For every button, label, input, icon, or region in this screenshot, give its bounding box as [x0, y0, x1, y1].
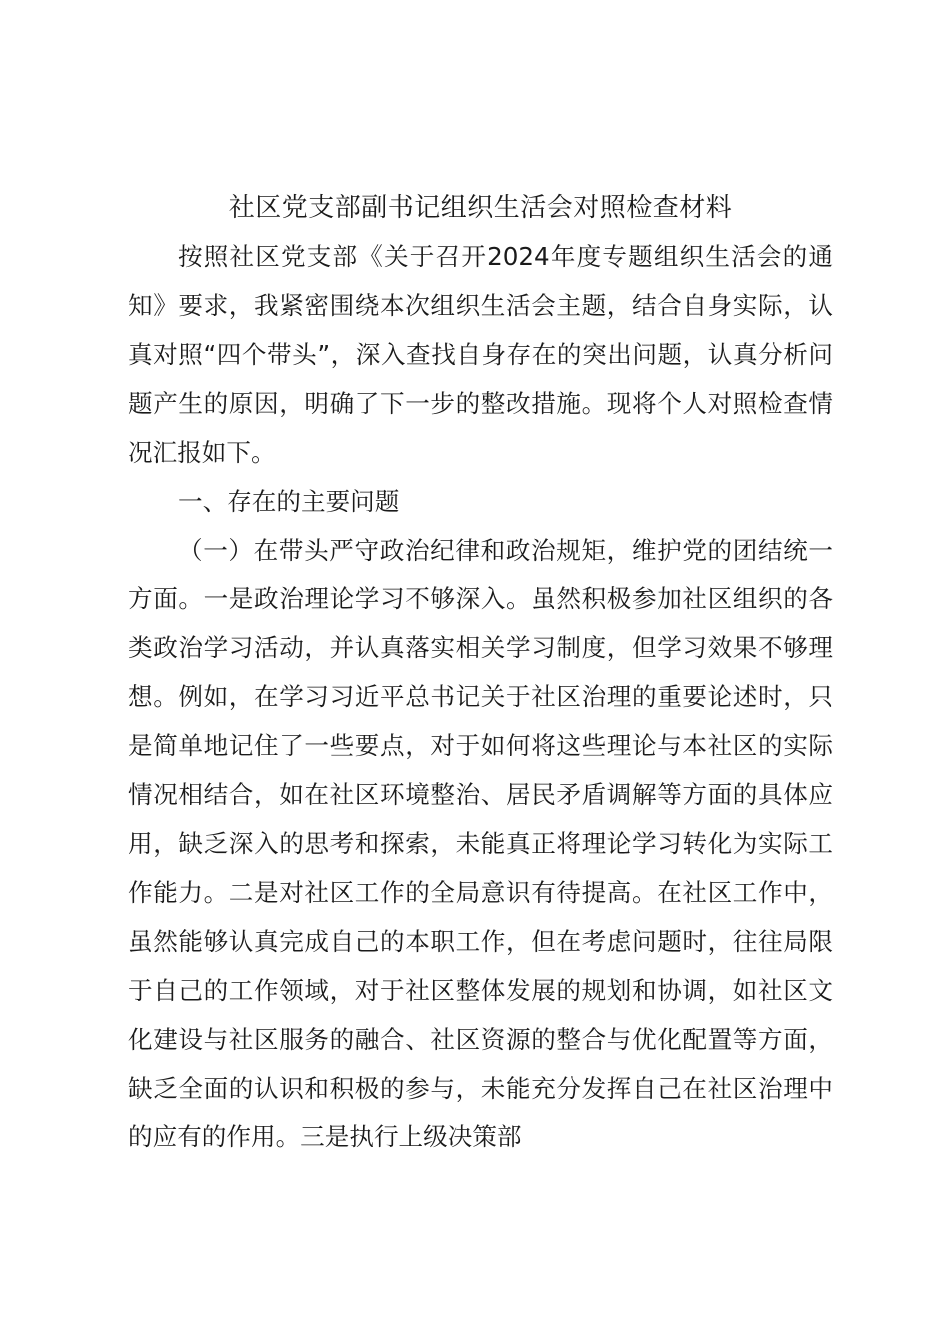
document-title: 社区党支部副书记组织生活会对照检查材料 [228, 193, 733, 223]
section-heading: 一、存在的主要问题 [178, 486, 400, 516]
intro-paragraph: 按照社区党支部《关于召开2024年度专题组织生活会的通知》要求，我紧密围绕本次组织生活会主题，结合自身实际，认真对照“四个带头”，深入查找自身存在的突出问题，认真分析问题产生的原因，明确了下一步的整改措施。现将个人对照检查情况汇报如下。 [128, 242, 833, 467]
document-body [128, 183, 833, 1162]
body-paragraph: （一）在带头严守政治纪律和政治规矩，维护党的团结统一方面。一是政治理论学习不够深入。虽然积极参加社区组织的各类政治学习活动，并认真落实相关学习制度，但学习效果不够理想。例如，在学习习近平总书记关于社区治理的重要论述时，只是简单地记住了一些要点，对于如何将这些理论与本社区的实际情况相结合，如在社区环境整治、居民矛盾调解等方面的具体应用，缺乏深入的思考和探索，未能真正将理论学习转化为实际工作能力。二是对社区工作的全局意识有待提高。在社区工作中，虽然能够认真完成自己的本职工作，但在考虑问题时，往往局限于自己的工作领域，对于社区整体发展的规划和协调，如社区文化建设与社区服务的融合、社区资源的整合与优化配置等方面，缺乏全面的认识和积极的参与，未能充分发挥自己在社区治理中的应有的作用。三是执行上级决策部 [128, 535, 833, 1152]
